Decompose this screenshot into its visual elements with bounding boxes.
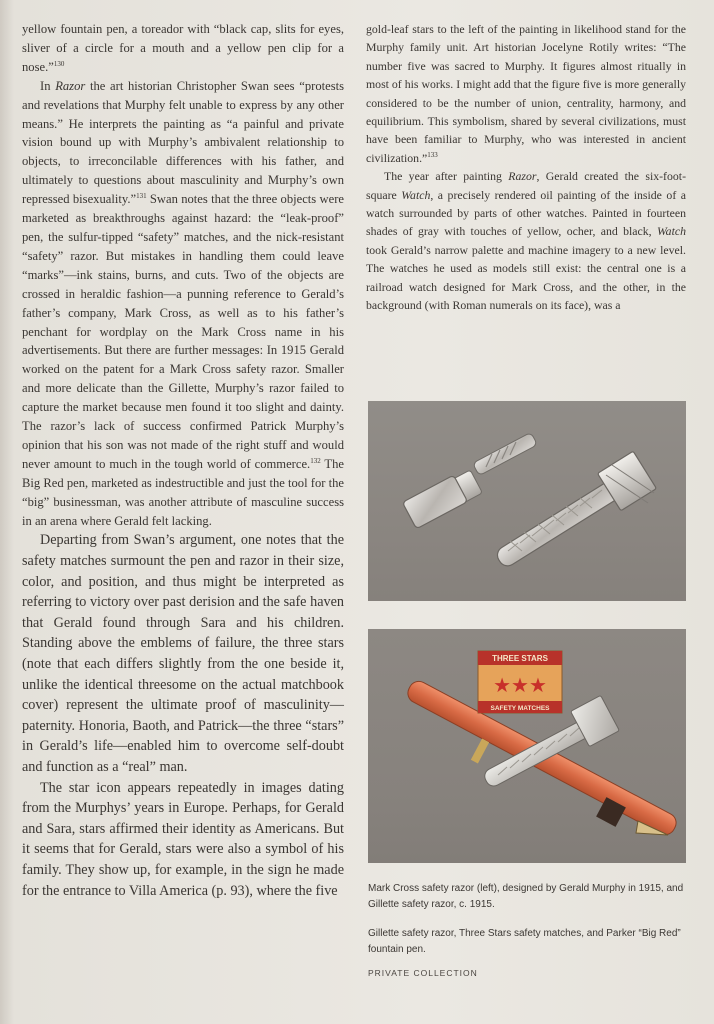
paragraph-6: The year after painting Razor, Gerald created the six-foot-square Watch, a precisely rendered oil painting of the inside of a watch surrounded by parts of other watches. Painted in fourteen shades of gray with touches of yellow, ocher, and black, Watch took Gerald’s narrow palette and machine imagery to a new level. The watches he used as models still exist: the central one is a railroad watch designed for Mark Cross, and the other, in the background (with Roman numerals on its face), was a [366,169,686,313]
title-razor: Razor [55,78,86,93]
pen-matches-illustration [368,629,686,863]
paragraph-1: yellow fountain pen, a toreador with “black cap, slits for eyes, sliver of a circle for a mouth and a yellow pen clip for a nose.”$^{130}$ [22,22,344,74]
title-watch: Watch [401,187,431,202]
left-text-column [22,20,344,901]
matchbox-label: SAFETY MATCHES [490,705,550,712]
right-text-column [366,20,686,315]
razors-illustration [368,401,686,601]
photo-pen-matches-razor [368,629,686,863]
matchbox-brand: THREE STARS [492,654,548,663]
paragraph-4: The star icon appears repeatedly in images dating from the Murphys’ years in Europe. Perhaps, for Gerald and Sara, stars affirmed their identity as Americans. But it seems that for Gerald, stars were also a symbol of his family. They show up, for example, in the sign he made for the entrance to Villa America (p. 93), where the five [22,779,344,899]
footnote-130: 130 [53,59,65,68]
matchbox-stars: ★★★ [493,673,547,697]
photo-credit: PRIVATE COLLECTION [368,968,478,978]
footnote-131: 131 [136,191,147,200]
title-razor-2: Razor [508,169,537,184]
paragraph-2: In Razor the art historian Christopher Swan sees “protests and revelations that Murphy felt unable to express by any other means.” He interprets the painting as “a painful and private vision bound up with Murphy’s ambivalent relationship to objects, to irreconcilable differences with his father, and ultimately to questions about masculinity and Murphy’s own repressed bisexuality.”$^{131}$ Swan notes that the three objects were marketed as breakthroughs against hazard: the “leak-proof” pen, the sulfur-tipped “safety” matches, and the nick-resistant “safety” razor. But mistakes in handling them could leave “marks”—ink stains, burns, and cuts. Two of the objects are crossed in heraldic fashion—a punning reference to Gerald’s father’s company, Mark Cross, as well as to his father’s penchant for wordplay on the Mark Cross name in his advertisements. But there are further messages: In 1915 Gerald worked on the patent for a Mark Cross safety razor. Smaller and more delicate than the Gillette, Murphy’s razor failed to capture the market because men found it too slight and dainty. The razor’s lack of success confirmed Patrick Murphy’s opinion that his son was not made of the right stuff and would never amount to much in the tough world of commerce.$^{132}$ The Big Red pen, marketed as indestructible and just the tool for the “big” businessman, was another attribute of masculine success in an arena where Gerald felt lacking. [22,78,345,528]
three-stars-matchbox [478,651,562,713]
footnote-133: 133 [427,150,438,159]
caption-photo-2: Gillette safety razor, Three Stars safety matches, and Parker “Big Red” fountain pen. [368,928,681,955]
title-watch-2: Watch [656,224,686,239]
mark-cross-razor [402,432,537,529]
gillette-razor [494,451,656,569]
paragraph-3: Departing from Swan’s argument, one notes that the safety matches surmount the pen and razor in their size, color, and position, and thus might be interpreted as referring to victory over past derision and the safe haven that Gerald found through Sara and his children. Standing above the emblems of failure, the three stars (note that each differs slightly from the one beside it, unlike the identical threesome on the actual matchbook cover) represent the ultimate proof of masculinity—paternity. Honoria, Baoth, and Patrick—the three “stars” in Gerald’s life—enabled him to overcome self-doubt and function as a “real” man. [22,532,344,775]
photo-razors [368,401,686,601]
footnote-132: 132 [310,456,321,465]
paragraph-5: gold-leaf stars to the left of the painting in likelihood stand for the Murphy family unit. Art historian Jocelyne Rotily writes: “The number five was sacred to Murphy. It figures almost ritually in most of his works. I might add that the figure five is more generally considered to be the number of union, centrality, harmony, and equilibrium. This symbolism, shared by several civilizations, must have been familiar to Murphy, who was interested in ancient civilization.”$^{133}$ [366,22,686,165]
caption-photo-1: Mark Cross safety razor (left), designed by Gerald Murphy in 1915, and Gillette safety razor, c. 1915. [368,883,684,910]
